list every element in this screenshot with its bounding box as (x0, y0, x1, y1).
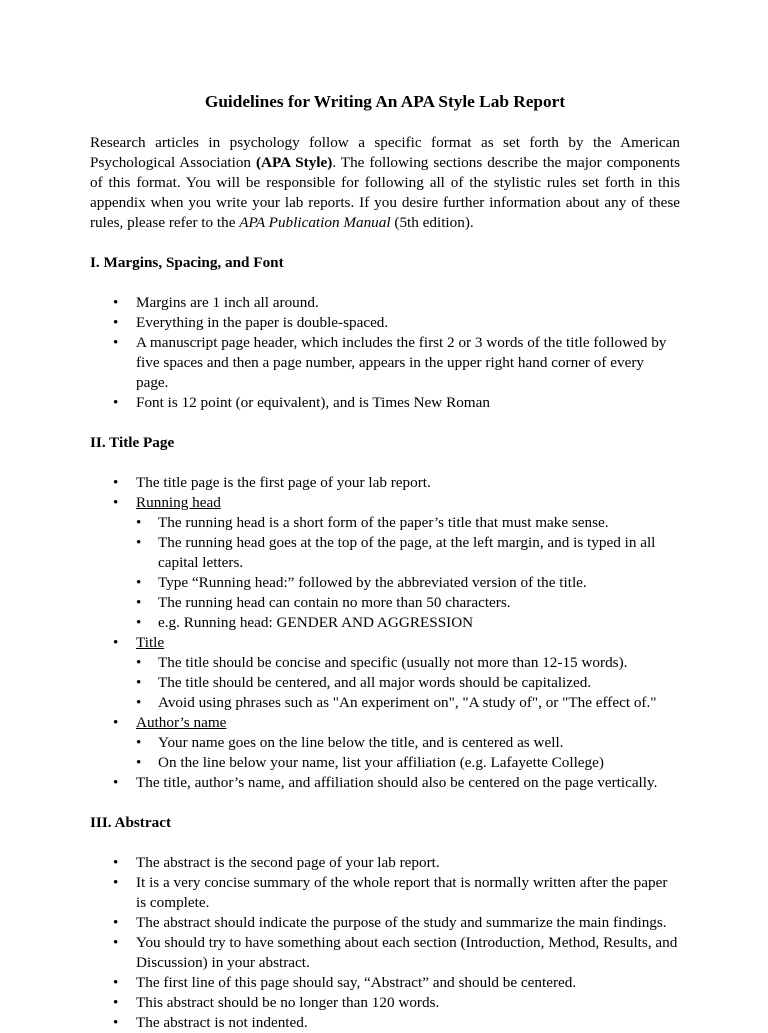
list-item: • The first line of this page should say, “Abstract” and should be centered. (113, 973, 680, 993)
sub-list-item: • The running head goes at the top of the page, at the left margin, and is typed in all capital letters. (136, 533, 680, 573)
intro-text-3: (5th edition). (390, 214, 474, 231)
list-item: • The title, author’s name, and affiliation should also be centered on the page vertically. (113, 773, 680, 793)
running-head-sublist (136, 513, 680, 633)
intro-text-1: Research articles in psychology follow a specific format as set forth by the American Psychological Association (90, 134, 680, 171)
section-title-page-list (90, 473, 680, 793)
sub-list-item: • On the line below your name, list your affiliation (e.g. Lafayette College) (136, 753, 680, 773)
list-item: • It is a very concise summary of the whole report that is normally written after the paper is complete. (113, 873, 680, 913)
list-item: • The abstract should indicate the purpose of the study and summarize the main findings. (113, 913, 680, 933)
sub-list-item: • Type “Running head:” followed by the abbreviated version of the title. (136, 573, 680, 593)
author-label: Author’s name (136, 714, 227, 731)
section-abstract-list (90, 853, 680, 1033)
document-title: Guidelines for Writing An APA Style Lab Report (204, 92, 566, 111)
section-heading-margins: I. Margins, Spacing, and Font (90, 254, 284, 271)
list-item: • The title page is the first page of your lab report. (113, 473, 680, 493)
list-item: • This abstract should be no longer than 120 words. (113, 993, 680, 1013)
list-item-author (113, 713, 680, 773)
intro-text-2: . The following sections describe the major components of this format. You will be responsible for following all of the stylistic rules set forth in this appendix when you write your lab reports. If you desire further information about any of these rules, please refer to the (90, 154, 680, 231)
title-sublist (136, 653, 680, 713)
author-sublist (136, 733, 680, 773)
section-margins-list (90, 293, 680, 413)
section-heading-abstract: III. Abstract (90, 814, 172, 831)
list-item: • Font is 12 point (or equivalent), and is Times New Roman (113, 393, 680, 413)
list-item: • Margins are 1 inch all around. (113, 293, 680, 313)
running-head-label: Running head (136, 494, 221, 511)
intro-italic: APA Publication Manual (239, 214, 391, 231)
list-item: • A manuscript page header, which includes the first 2 or 3 words of the title followed by five spaces and then a page number, appears in the upper right hand corner of every page. (113, 333, 680, 393)
sub-list-item: • The running head can contain no more than 50 characters. (136, 593, 680, 613)
intro-paragraph (90, 133, 680, 233)
sub-list-item: • The title should be concise and specific (usually not more than 12-15 words). (136, 653, 680, 673)
list-item: • The abstract is the second page of your lab report. (113, 853, 680, 873)
list-item-title (113, 633, 680, 713)
sub-list-item: • Your name goes on the line below the title, and is centered as well. (136, 733, 680, 753)
intro-bold: (APA Style) (255, 154, 333, 171)
sub-list-item: • The running head is a short form of the paper’s title that must make sense. (136, 513, 680, 533)
list-item-running-head (113, 493, 680, 633)
section-heading-title-page: II. Title Page (90, 434, 175, 451)
sub-list-item: • Avoid using phrases such as "An experiment on", "A study of", or "The effect of." (136, 693, 680, 713)
list-item: • The abstract is not indented. (113, 1013, 680, 1033)
sub-list-item: • e.g. Running head: GENDER AND AGGRESSION (136, 613, 680, 633)
list-item: • Everything in the paper is double-spaced. (113, 313, 680, 333)
title-label: Title (136, 634, 165, 651)
list-item: • You should try to have something about each section (Introduction, Method, Results, and Discussion) in your abstract. (113, 933, 680, 973)
sub-list-item: • The title should be centered, and all major words should be capitalized. (136, 673, 680, 693)
